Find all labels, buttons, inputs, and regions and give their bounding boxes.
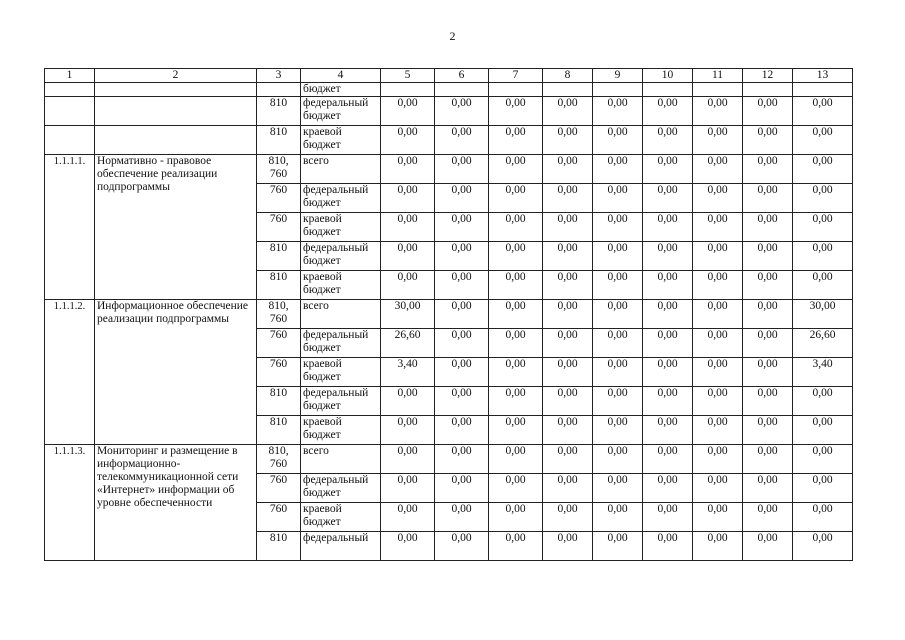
value-cell: 0,00 [489,532,543,561]
value-cell: 0,00 [543,155,593,184]
value-cell: 0,00 [489,300,543,329]
code-cell: 810, 760 [257,155,301,184]
value-cell: 0,00 [643,300,693,329]
value-cell: 0,00 [543,387,593,416]
value-cell [543,83,593,97]
code-cell: 810 [257,532,301,561]
source-cell: федеральный бюджет [301,474,381,503]
source-cell: федеральный бюджет [301,329,381,358]
value-cell: 0,00 [793,242,853,271]
value-cell: 0,00 [543,184,593,213]
value-cell: 0,00 [693,474,743,503]
item-index: 1.1.1.1. [45,155,95,300]
value-cell: 0,00 [743,271,793,300]
value-cell: 0,00 [489,358,543,387]
table-row [45,97,853,126]
value-cell: 0,00 [593,416,643,445]
value-cell: 0,00 [643,329,693,358]
value-cell: 0,00 [643,532,693,561]
value-cell: 0,00 [743,155,793,184]
index-cell [45,83,95,97]
value-cell: 0,00 [435,329,489,358]
value-cell: 0,00 [693,271,743,300]
value-cell: 0,00 [489,97,543,126]
column-header: 13 [793,69,853,83]
value-cell [793,83,853,97]
value-cell: 0,00 [793,503,853,532]
value-cell: 0,00 [435,184,489,213]
source-cell: краевой бюджет [301,271,381,300]
value-cell: 0,00 [743,474,793,503]
value-cell: 0,00 [593,184,643,213]
value-cell: 0,00 [543,126,593,155]
value-cell: 0,00 [381,184,435,213]
item-description: Информационное обеспечение реализации подпрограммы [95,300,257,445]
column-header: 2 [95,69,257,83]
value-cell: 0,00 [593,155,643,184]
value-cell: 0,00 [743,213,793,242]
code-cell: 810 [257,126,301,155]
value-cell: 30,00 [381,300,435,329]
value-cell: 0,00 [693,155,743,184]
table-row [45,155,853,184]
code-cell: 810 [257,97,301,126]
code-cell: 760 [257,329,301,358]
value-cell: 0,00 [435,126,489,155]
value-cell: 0,00 [435,474,489,503]
code-cell: 810 [257,271,301,300]
value-cell: 0,00 [693,503,743,532]
value-cell: 0,00 [435,445,489,474]
value-cell: 0,00 [743,184,793,213]
value-cell: 0,00 [489,503,543,532]
value-cell [693,83,743,97]
value-cell: 0,00 [743,416,793,445]
value-cell: 0,00 [643,184,693,213]
value-cell: 0,00 [793,474,853,503]
value-cell: 0,00 [593,358,643,387]
value-cell: 0,00 [743,387,793,416]
value-cell: 0,00 [643,358,693,387]
value-cell: 0,00 [381,387,435,416]
source-cell: краевой бюджет [301,126,381,155]
value-cell: 0,00 [593,271,643,300]
column-header: 8 [543,69,593,83]
column-header: 7 [489,69,543,83]
value-cell: 0,00 [793,271,853,300]
value-cell: 26,60 [381,329,435,358]
value-cell: 0,00 [381,271,435,300]
value-cell: 0,00 [543,416,593,445]
value-cell: 0,00 [489,271,543,300]
value-cell: 0,00 [643,242,693,271]
source-cell: краевой бюджет [301,358,381,387]
value-cell: 0,00 [381,155,435,184]
value-cell: 0,00 [693,184,743,213]
value-cell: 0,00 [643,416,693,445]
item-index: 1.1.1.2. [45,300,95,445]
value-cell: 0,00 [593,532,643,561]
value-cell: 0,00 [435,213,489,242]
value-cell: 0,00 [593,126,643,155]
value-cell: 0,00 [435,503,489,532]
value-cell: 26,60 [793,329,853,358]
code-cell: 810 [257,242,301,271]
code-cell: 760 [257,474,301,503]
value-cell: 0,00 [381,532,435,561]
value-cell: 0,00 [693,213,743,242]
source-cell: федеральный бюджет [301,242,381,271]
value-cell: 0,00 [435,416,489,445]
value-cell: 0,00 [643,445,693,474]
value-cell: 0,00 [543,242,593,271]
value-cell: 0,00 [435,300,489,329]
column-header: 4 [301,69,381,83]
value-cell: 0,00 [435,155,489,184]
value-cell: 0,00 [793,416,853,445]
value-cell: 0,00 [435,387,489,416]
value-cell: 0,00 [743,445,793,474]
value-cell: 0,00 [381,503,435,532]
code-cell [257,83,301,97]
code-cell: 760 [257,184,301,213]
code-cell: 810, 760 [257,445,301,474]
value-cell: 0,00 [743,300,793,329]
value-cell: 0,00 [593,213,643,242]
value-cell: 0,00 [489,416,543,445]
source-cell: федеральный бюджет [301,387,381,416]
value-cell: 0,00 [593,503,643,532]
code-cell: 810, 760 [257,300,301,329]
value-cell: 0,00 [381,242,435,271]
value-cell: 0,00 [489,474,543,503]
value-cell: 0,00 [693,97,743,126]
value-cell: 0,00 [489,445,543,474]
code-cell: 760 [257,503,301,532]
description-cell [95,97,257,126]
value-cell: 0,00 [743,503,793,532]
value-cell: 0,00 [593,97,643,126]
value-cell: 0,00 [543,271,593,300]
value-cell: 0,00 [435,97,489,126]
continuation-row [45,83,853,97]
source-cell: всего [301,445,381,474]
value-cell: 0,00 [693,329,743,358]
source-cell: краевой бюджет [301,213,381,242]
value-cell: 0,00 [693,300,743,329]
value-cell: 0,00 [693,532,743,561]
column-header: 9 [593,69,643,83]
value-cell: 0,00 [793,97,853,126]
value-cell: 0,00 [743,126,793,155]
index-cell [45,126,95,155]
value-cell: 0,00 [693,358,743,387]
code-cell: 760 [257,358,301,387]
value-cell: 0,00 [743,329,793,358]
source-cell: федеральный [301,532,381,561]
value-cell: 0,00 [435,532,489,561]
value-cell: 0,00 [381,474,435,503]
value-cell: 0,00 [543,445,593,474]
value-cell: 0,00 [643,155,693,184]
value-cell: 0,00 [643,474,693,503]
column-header: 1 [45,69,95,83]
source-cell: федеральный бюджет [301,97,381,126]
column-header: 5 [381,69,435,83]
source-cell: федеральный бюджет [301,184,381,213]
value-cell: 0,00 [643,97,693,126]
value-cell: 0,00 [593,474,643,503]
table-row [45,445,853,474]
value-cell [489,83,543,97]
value-cell: 0,00 [543,97,593,126]
value-cell: 0,00 [543,329,593,358]
value-cell: 0,00 [693,242,743,271]
value-cell: 0,00 [489,155,543,184]
item-description: Мониторинг и размещение в информационно-телекоммуникационной сети «Интернет» информации об уровне обеспеченности [95,445,257,561]
table-row [45,126,853,155]
source-cell: бюджет [301,83,381,97]
budget-table [44,68,853,561]
value-cell [643,83,693,97]
value-cell: 0,00 [693,416,743,445]
value-cell: 0,00 [593,300,643,329]
value-cell: 0,00 [743,532,793,561]
code-cell: 810 [257,387,301,416]
value-cell: 0,00 [489,213,543,242]
value-cell: 0,00 [793,387,853,416]
value-cell: 0,00 [593,445,643,474]
item-index: 1.1.1.3. [45,445,95,561]
value-cell: 0,00 [693,126,743,155]
value-cell: 0,00 [743,242,793,271]
value-cell: 0,00 [793,126,853,155]
value-cell: 0,00 [543,358,593,387]
value-cell: 0,00 [381,97,435,126]
column-header: 3 [257,69,301,83]
code-cell: 760 [257,213,301,242]
value-cell: 0,00 [543,532,593,561]
value-cell: 0,00 [489,329,543,358]
value-cell: 0,00 [593,387,643,416]
value-cell: 0,00 [643,271,693,300]
value-cell: 0,00 [435,271,489,300]
value-cell: 0,00 [693,445,743,474]
column-header: 6 [435,69,489,83]
page-number: 2 [449,29,456,43]
value-cell [381,83,435,97]
value-cell: 0,00 [435,242,489,271]
item-description: Нормативно - правовое обеспечение реализации подпрограммы [95,155,257,300]
value-cell: 3,40 [793,358,853,387]
value-cell [593,83,643,97]
source-cell: всего [301,300,381,329]
source-cell: краевой бюджет [301,416,381,445]
value-cell: 0,00 [743,97,793,126]
value-cell: 0,00 [489,387,543,416]
index-cell [45,97,95,126]
value-cell: 0,00 [435,358,489,387]
value-cell: 0,00 [593,329,643,358]
value-cell: 0,00 [693,387,743,416]
value-cell: 0,00 [543,503,593,532]
code-cell: 810 [257,416,301,445]
description-cell [95,126,257,155]
value-cell: 0,00 [543,474,593,503]
column-header: 11 [693,69,743,83]
value-cell: 0,00 [543,213,593,242]
value-cell: 0,00 [793,213,853,242]
value-cell: 0,00 [743,358,793,387]
value-cell: 0,00 [381,213,435,242]
value-cell: 0,00 [643,503,693,532]
value-cell: 0,00 [793,532,853,561]
value-cell: 0,00 [593,242,643,271]
value-cell: 0,00 [381,445,435,474]
value-cell: 0,00 [543,300,593,329]
description-cell [95,83,257,97]
value-cell: 0,00 [793,155,853,184]
value-cell: 0,00 [381,416,435,445]
value-cell: 0,00 [489,126,543,155]
value-cell [435,83,489,97]
value-cell: 0,00 [489,242,543,271]
value-cell: 0,00 [643,126,693,155]
value-cell: 0,00 [643,387,693,416]
source-cell: краевой бюджет [301,503,381,532]
value-cell: 0,00 [793,184,853,213]
source-cell: всего [301,155,381,184]
table-row [45,300,853,329]
column-header: 10 [643,69,693,83]
value-cell: 30,00 [793,300,853,329]
value-cell: 0,00 [381,126,435,155]
value-cell: 3,40 [381,358,435,387]
value-cell: 0,00 [643,213,693,242]
value-cell: 0,00 [793,445,853,474]
header-row [45,69,853,83]
value-cell: 0,00 [489,184,543,213]
value-cell [743,83,793,97]
column-header: 12 [743,69,793,83]
